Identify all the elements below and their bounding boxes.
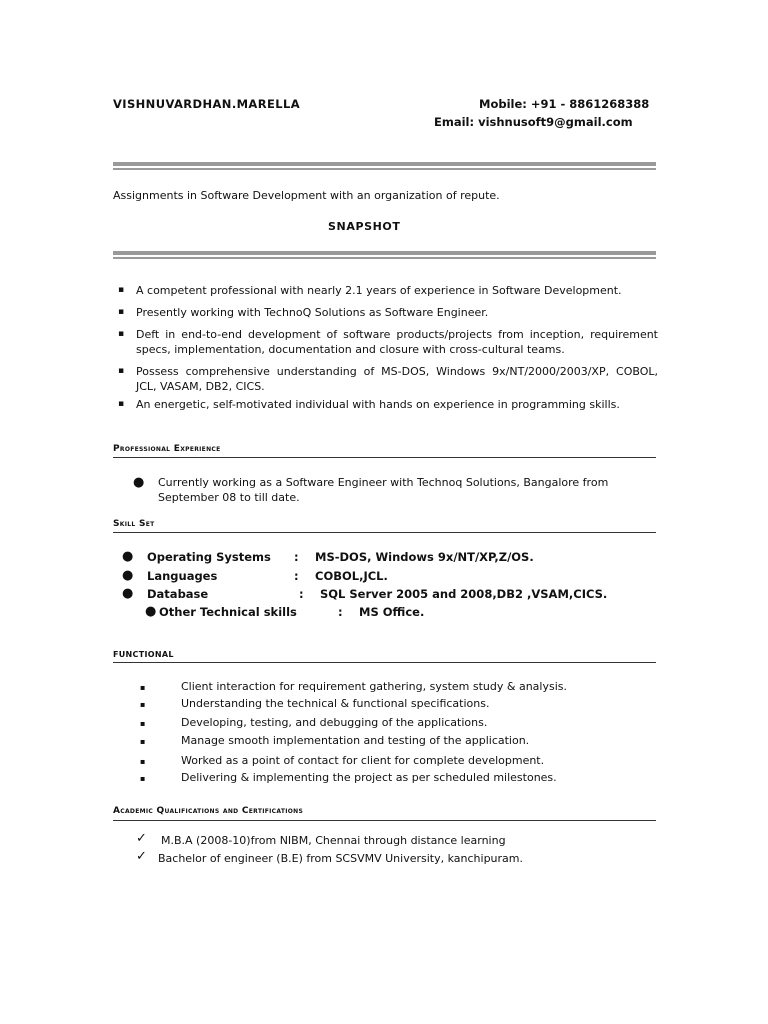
functional-divider: [113, 662, 656, 663]
square-bullet-icon: ▪: [118, 366, 125, 376]
skill-label: Languages: [147, 569, 218, 583]
snapshot-list: [113, 283, 658, 412]
skills-divider: [113, 532, 656, 533]
round-bullet-icon: ●: [133, 475, 145, 490]
academic-item-text: Bachelor of engineer (B.E) from SCSVMV University, kanchipuram.: [158, 852, 524, 865]
functional-item-text: Manage smooth implementation and testing of the application.: [181, 734, 530, 747]
functional-item-text: Understanding the technical & functional specifications.: [181, 697, 490, 710]
square-bullet-icon: ▪: [140, 737, 146, 746]
snapshot-item: [113, 305, 658, 320]
experience-divider: [113, 457, 656, 458]
mobile-number: Mobile: +91 - 8861268388: [479, 97, 650, 111]
skill-value: MS-DOS, Windows 9x/NT/XP,Z/OS.: [315, 550, 534, 564]
snapshot-item-text: An energetic, self-motivated individual with hands on experience in programming skills.: [136, 398, 620, 411]
square-bullet-icon: ▪: [140, 757, 146, 766]
academic-heading: Academic Qualifications and Certifications: [113, 806, 304, 816]
snapshot-item-text: Deft in end-to-end development of software products/projects from inception, requirement specs, implementation, documentation and closure with cross-cultural teams.: [136, 328, 658, 356]
skill-value: COBOL,JCL.: [315, 569, 388, 583]
functional-item-text: Delivering & implementing the project as per scheduled milestones.: [181, 771, 557, 784]
snapshot-item-text: A competent professional with nearly 2.1 years of experience in Software Development.: [136, 284, 622, 297]
skill-value: SQL Server 2005 and 2008,DB2 ,VSAM,CICS.: [320, 587, 608, 601]
square-bullet-icon: ▪: [118, 285, 125, 295]
experience-heading: Professional Experience: [113, 444, 221, 454]
snapshot-item: [113, 327, 658, 357]
experience-item: Currently working as a Software Engineer with Technoq Solutions, Bangalore from September 08 to till date.: [158, 476, 609, 504]
header-divider: [113, 162, 656, 170]
square-bullet-icon: ▪: [140, 700, 146, 709]
snapshot-item: [113, 283, 658, 298]
checkmark-icon: ✓: [136, 849, 147, 864]
snapshot-item-text: Presently working with TechnoQ Solutions as Software Engineer.: [136, 306, 489, 319]
snapshot-item-text: Possess comprehensive understanding of MS-DOS, Windows 9x/NT/2000/2003/XP, COBOL, JCL, VASAM, DB2, CICS.: [136, 365, 658, 393]
square-bullet-icon: ▪: [118, 307, 125, 317]
functional-item-text: Developing, testing, and debugging of the applications.: [181, 716, 488, 729]
functional-item-text: Worked as a point of contact for client for complete development.: [181, 754, 545, 767]
round-bullet-icon: ●: [122, 568, 134, 583]
square-bullet-icon: ▪: [140, 774, 146, 783]
snapshot-heading: SNAPSHOT: [328, 220, 401, 233]
square-bullet-icon: ▪: [118, 329, 125, 339]
skill-colon: :: [294, 569, 299, 583]
skill-value: MS Office.: [359, 605, 425, 619]
round-bullet-icon: ●: [145, 604, 157, 619]
square-bullet-icon: ▪: [140, 719, 146, 728]
square-bullet-icon: ▪: [118, 399, 125, 409]
email-address: Email: vishnusoft9@gmail.com: [434, 115, 633, 129]
skill-label: Other Technical skills: [159, 605, 297, 619]
checkmark-icon: ✓: [136, 831, 147, 846]
skill-label: Database: [147, 587, 209, 601]
snapshot-divider: [113, 251, 656, 259]
academic-item-text: M.B.A (2008-10)from NIBM, Chennai through distance learning: [161, 834, 506, 847]
skills-heading: Skill Set: [113, 519, 155, 529]
skill-colon: :: [299, 587, 304, 601]
skill-colon: :: [294, 550, 299, 564]
snapshot-item: [113, 364, 658, 394]
functional-heading: FUNCTIONAL: [113, 650, 174, 659]
candidate-name: VISHNUVARDHAN.MARELLA: [113, 97, 300, 111]
academic-divider: [113, 820, 656, 821]
skill-label: Operating Systems: [147, 550, 271, 564]
skill-colon: :: [338, 605, 343, 619]
round-bullet-icon: ●: [122, 586, 134, 601]
square-bullet-icon: ▪: [140, 683, 146, 692]
round-bullet-icon: ●: [122, 549, 134, 564]
snapshot-item: [113, 397, 658, 412]
career-objective: Assignments in Software Development with an organization of repute.: [113, 189, 500, 202]
functional-item-text: Client interaction for requirement gathering, system study & analysis.: [181, 680, 567, 693]
